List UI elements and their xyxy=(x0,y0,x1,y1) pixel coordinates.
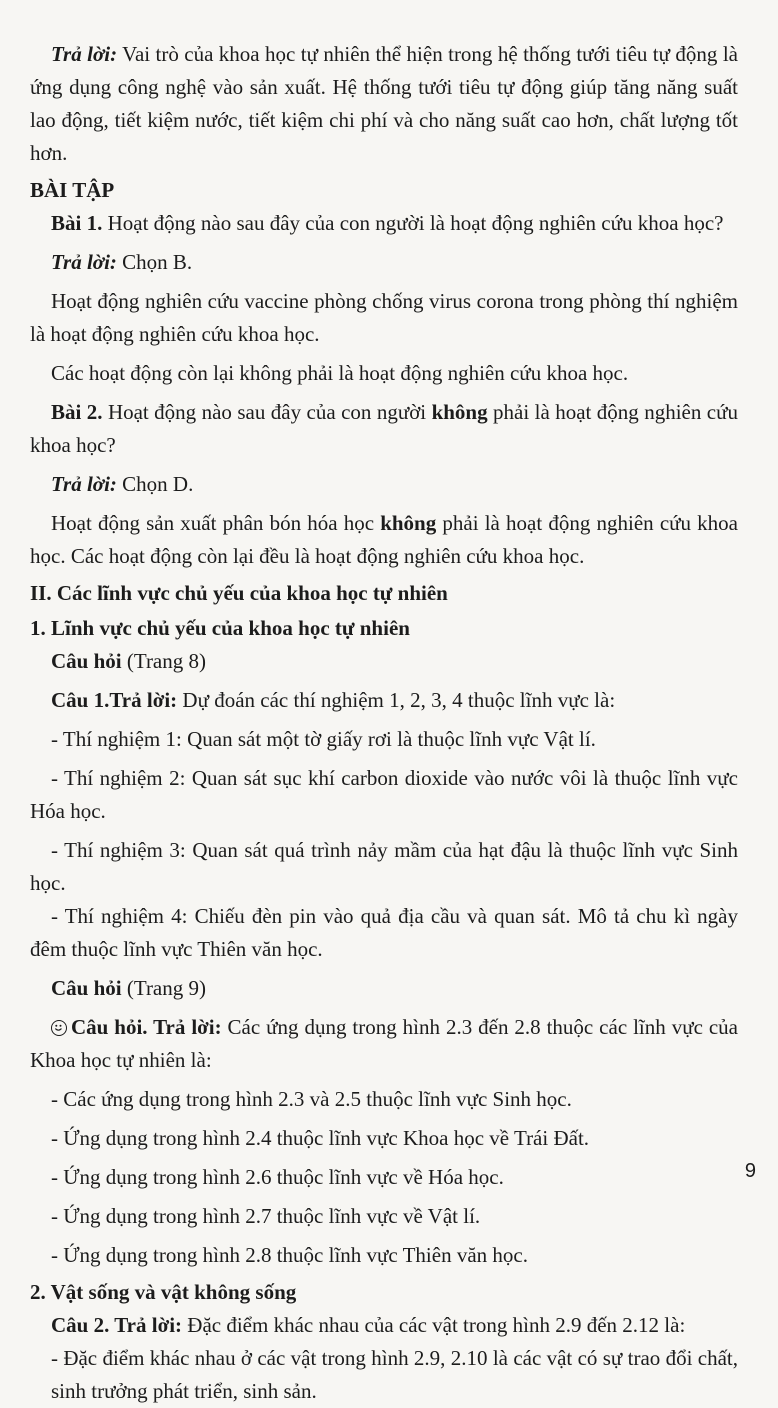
application-item-4: - Ứng dụng trong hình 2.7 thuộc lĩnh vực về Vật lí. xyxy=(51,1204,481,1228)
heading-section-2: II. Các lĩnh vực chủ yếu của khoa học tự nhiên xyxy=(30,581,448,605)
exercise-1-explanation: Hoạt động nghiên cứu vaccine phòng chống virus corona trong phòng thí nghiệm là hoạt động nghiên cứu khoa học. xyxy=(30,289,738,346)
application-item-2: - Ứng dụng trong hình 2.4 thuộc lĩnh vực Khoa học về Trái Đất. xyxy=(51,1126,590,1150)
application-item-1: - Các ứng dụng trong hình 2.3 và 2.5 thuộc lĩnh vực Sinh học. xyxy=(51,1087,572,1111)
question-page-9: Câu hỏi (Trang 9) xyxy=(51,976,206,1000)
answer-text: Vai trò của khoa học tự nhiên thể hiện trong hệ thống tưới tiêu tự động là ứng dụng công nghệ vào sản xuất. Hệ thống tưới tiêu tự động giúp tăng năng suất lao động, tiết kiệm nước, tiết kiệm chi phí và cho năng suất cao hơn, chất lượng tốt hơn. xyxy=(30,42,738,165)
question-answer-figures: Câu hỏi. Trả lời: Các ứng dụng trong hình 2.3 đến 2.8 thuộc các lĩnh vực của Khoa học tự nhiên là: xyxy=(30,1015,738,1072)
experiment-2: - Thí nghiệm 2: Quan sát sục khí carbon dioxide vào nước vôi là thuộc lĩnh vực Hóa học. xyxy=(30,766,738,823)
experiment-1: - Thí nghiệm 1: Quan sát một tờ giấy rơi là thuộc lĩnh vực Vật lí. xyxy=(51,727,596,751)
page-number: 9 xyxy=(744,1160,756,1182)
application-item-3: - Ứng dụng trong hình 2.6 thuộc lĩnh vực về Hóa học. xyxy=(51,1165,504,1189)
exercise-1-explanation-2: Các hoạt động còn lại không phải là hoạt động nghiên cứu khoa học. xyxy=(51,361,629,385)
answer-label: Trả lời: xyxy=(51,42,118,66)
heading-subsection-1: 1. Lĩnh vực chủ yếu của khoa học tự nhiên xyxy=(30,616,410,640)
exercise-2-question: Bài 2. Hoạt động nào sau đây của con người không phải là hoạt động nghiên cứu khoa học? xyxy=(30,400,738,457)
heading-subsection-2: 2. Vật sống và vật không sống xyxy=(30,1280,297,1304)
heading-bai-tap: BÀI TẬP xyxy=(30,178,115,202)
exercise-1-label: Bài 1. xyxy=(51,211,103,235)
exercise-1-answer: Trả lời: Chọn B. xyxy=(51,250,193,274)
exercise-1-question: Bài 1. Hoạt động nào sau đây của con người là hoạt động nghiên cứu khoa học? xyxy=(51,211,724,235)
exercise-2-answer: Trả lời: Chọn D. xyxy=(51,472,194,496)
exercise-2-label: Bài 2. xyxy=(51,400,103,424)
smiley-icon xyxy=(51,1020,67,1036)
exercise-2-explanation: Hoạt động sản xuất phân bón hóa học không phải là hoạt động nghiên cứu khoa học. Các hoạt động còn lại đều là hoạt động nghiên cứu khoa học. xyxy=(30,511,738,568)
question-1-answer: Câu 1.Trả lời: Dự đoán các thí nghiệm 1, 2, 3, 4 thuộc lĩnh vực là: xyxy=(51,688,616,712)
application-item-5: - Ứng dụng trong hình 2.8 thuộc lĩnh vực Thiên văn học. xyxy=(51,1243,528,1267)
question-2-answer: Câu 2. Trả lời: Đặc điểm khác nhau của các vật trong hình 2.9 đến 2.12 là: xyxy=(51,1313,686,1337)
experiment-3: - Thí nghiệm 3: Quan sát quá trình nảy mầm của hạt đậu là thuộc lĩnh vực Sinh học. xyxy=(30,838,738,895)
difference-item-1: - Đặc điểm khác nhau ở các vật trong hình 2.9, 2.10 là các vật có sự trao đổi chất, sinh trưởng phát triển, sinh sản. xyxy=(51,1346,738,1403)
experiment-4: - Thí nghiệm 4: Chiếu đèn pin vào quả địa cầu và quan sát. Mô tả chu kì ngày đêm thuộc lĩnh vực Thiên văn học. xyxy=(30,904,738,961)
answer-paragraph xyxy=(30,38,738,170)
question-page-8: Câu hỏi (Trang 8) xyxy=(51,649,206,673)
